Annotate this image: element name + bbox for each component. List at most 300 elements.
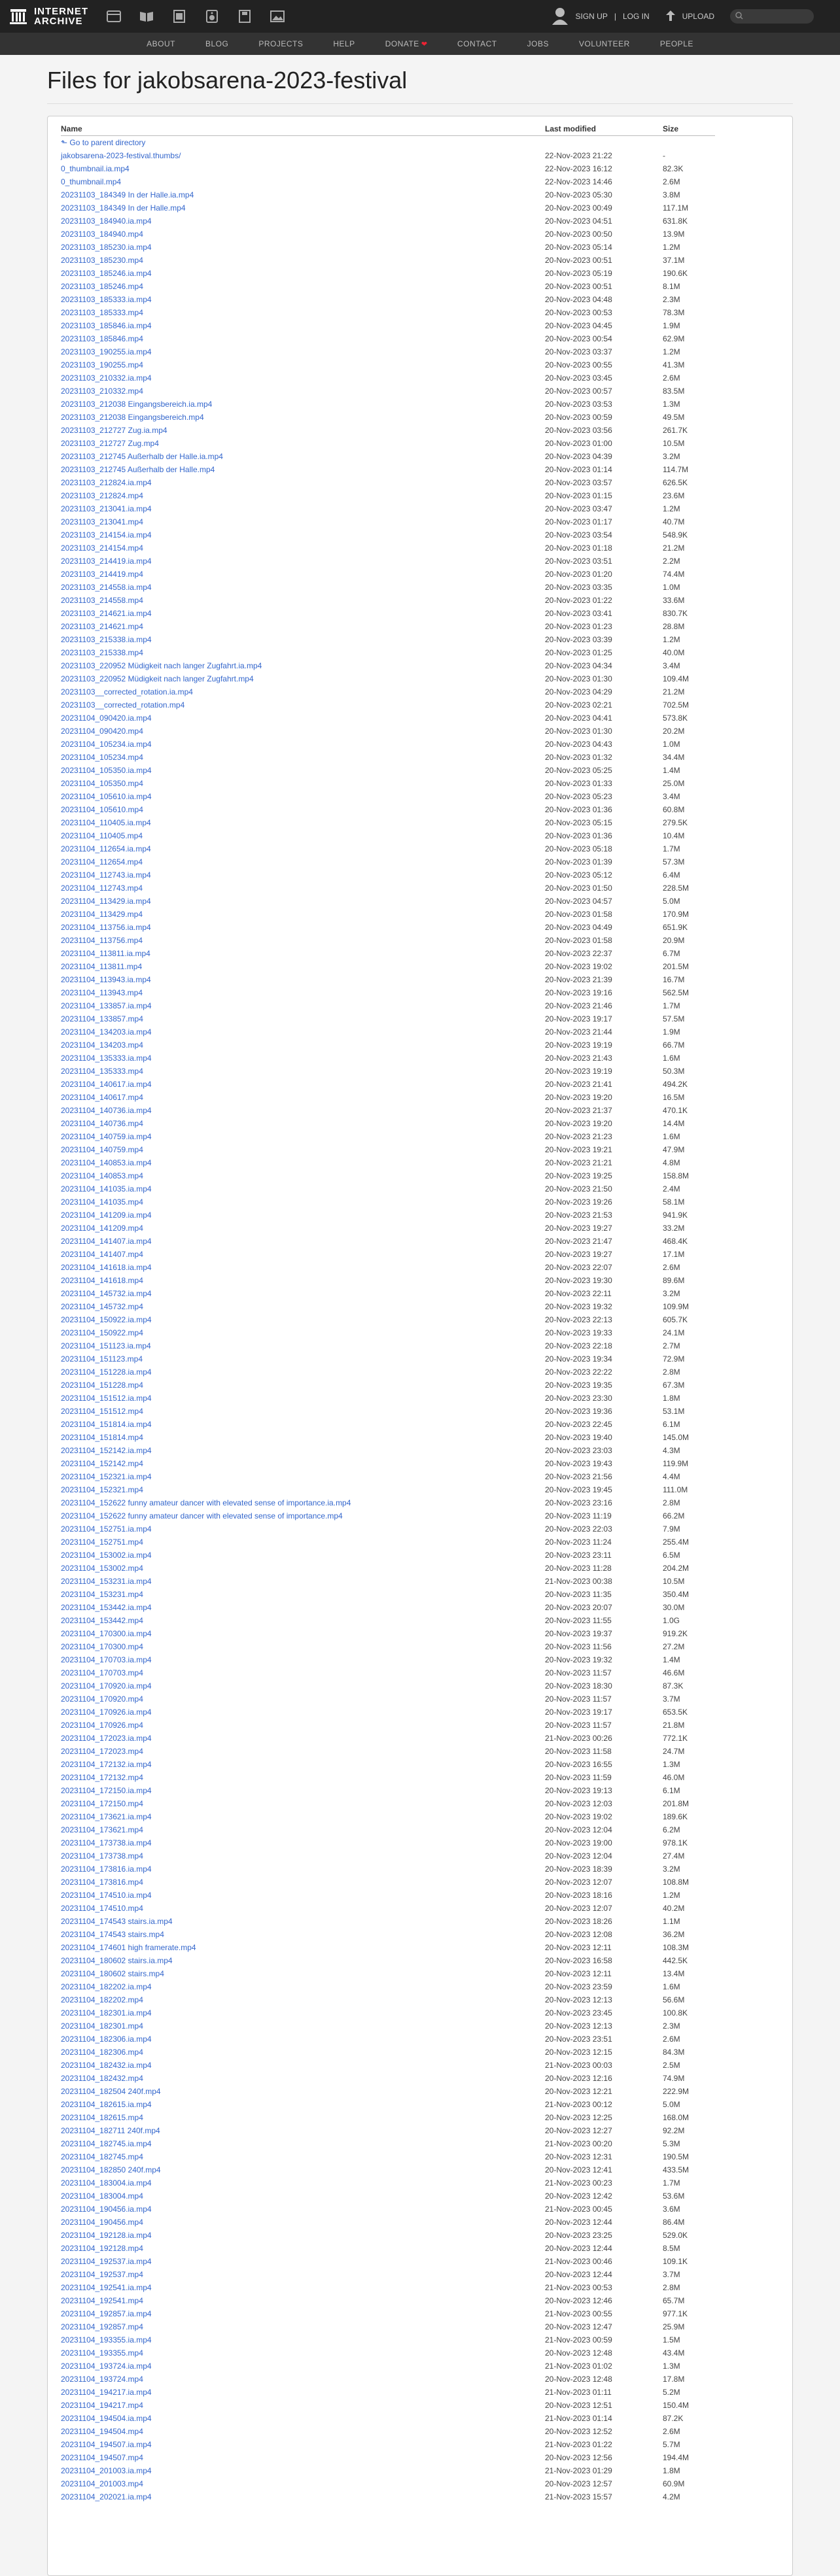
- last-modified-cell: 20-Nov-2023 03:53: [545, 400, 612, 409]
- file-link[interactable]: 20231104_170920.mp4: [61, 1694, 143, 1704]
- file-size-cell: 30.0M: [663, 1603, 685, 1612]
- file-link[interactable]: 20231104_153442.mp4: [61, 1616, 143, 1625]
- file-name-cell: [61, 1405, 545, 1418]
- table-row: [61, 2163, 715, 2176]
- last-modified-cell: 20-Nov-2023 00:51: [545, 282, 612, 291]
- file-link[interactable]: 20231104_173621.ia.mp4: [61, 1812, 152, 1821]
- table-row: [61, 267, 715, 280]
- file-link[interactable]: 20231104_194504.mp4: [61, 2427, 143, 2436]
- file-link[interactable]: 20231104_183004.ia.mp4: [61, 2178, 152, 2188]
- file-link[interactable]: 20231104_140617.ia.mp4: [61, 1080, 152, 1089]
- file-link[interactable]: 20231104_172150.ia.mp4: [61, 1786, 152, 1795]
- file-link[interactable]: jakobsarena-2023-festival.thumbs/: [61, 151, 181, 160]
- file-name-cell: [61, 2268, 545, 2281]
- file-name-cell: [61, 1431, 545, 1444]
- file-link[interactable]: 20231104_170703.mp4: [61, 1668, 143, 1677]
- file-link[interactable]: 20231104_105234.ia.mp4: [61, 740, 152, 749]
- file-link[interactable]: 20231103_190255.mp4: [61, 360, 143, 369]
- file-link[interactable]: 20231103_185230.mp4: [61, 256, 143, 265]
- file-link[interactable]: 20231104_173816.mp4: [61, 1878, 143, 1887]
- file-link[interactable]: 20231103_214558.ia.mp4: [61, 583, 152, 592]
- file-link[interactable]: 20231104_194507.ia.mp4: [61, 2440, 152, 2449]
- file-link[interactable]: 20231104_192541.mp4: [61, 2296, 143, 2305]
- file-size-cell: 16.7M: [663, 975, 685, 984]
- search-input[interactable]: [730, 9, 814, 24]
- file-link[interactable]: 20231103_185333.mp4: [61, 308, 143, 317]
- file-link[interactable]: 20231104_112743.ia.mp4: [61, 870, 151, 880]
- ia-logo[interactable]: [7, 5, 88, 28]
- file-name-cell: [61, 1261, 545, 1274]
- file-link[interactable]: 20231104_141035.ia.mp4: [61, 1184, 152, 1194]
- file-link[interactable]: 20231104_135333.ia.mp4: [61, 1054, 152, 1063]
- file-link[interactable]: 20231103__corrected_rotation.ia.mp4: [61, 687, 193, 696]
- file-link[interactable]: 20231104_152321.mp4: [61, 1485, 143, 1494]
- file-link[interactable]: 20231104_182432.mp4: [61, 2074, 143, 2083]
- file-link[interactable]: 20231104_151123.mp4: [61, 1354, 143, 1364]
- file-link[interactable]: 20231104_170703.ia.mp4: [61, 1655, 152, 1664]
- file-link[interactable]: 20231104_152751.mp4: [61, 1537, 143, 1547]
- file-size-cell: 25.0M: [663, 779, 685, 788]
- file-link[interactable]: 20231104_145732.mp4: [61, 1302, 143, 1311]
- file-link[interactable]: 20231104_174510.mp4: [61, 1904, 143, 1913]
- table-row: [61, 2137, 715, 2150]
- file-name-cell: [61, 541, 545, 555]
- last-modified-cell: 20-Nov-2023 21:37: [545, 1106, 612, 1115]
- table-row: [61, 1287, 715, 1300]
- file-link[interactable]: 20231104_153002.mp4: [61, 1564, 143, 1573]
- file-link[interactable]: 20231104_113811.ia.mp4: [61, 949, 150, 958]
- file-link[interactable]: 20231104_113756.mp4: [61, 936, 143, 945]
- file-link[interactable]: 20231104_174543 stairs.ia.mp4: [61, 1917, 173, 1926]
- file-link[interactable]: 20231104_105350.ia.mp4: [61, 766, 152, 775]
- file-link[interactable]: 20231103_214419.mp4: [61, 570, 143, 579]
- last-modified-cell: 20-Nov-2023 22:03: [545, 1524, 612, 1534]
- file-link[interactable]: 20231104_182615.mp4: [61, 2113, 143, 2122]
- file-size-cell: 74.4M: [663, 570, 685, 579]
- last-modified-cell: 20-Nov-2023 21:23: [545, 1132, 612, 1141]
- file-link[interactable]: 20231104_202021.ia.mp4: [61, 2492, 152, 2501]
- file-link[interactable]: 20231103_212745 Außerhalb der Halle.ia.mp4: [61, 452, 223, 461]
- file-name-cell: [61, 1104, 545, 1117]
- file-link[interactable]: 20231104_201003.ia.mp4: [61, 2466, 152, 2475]
- last-modified-cell: 20-Nov-2023 04:34: [545, 661, 612, 670]
- file-link[interactable]: 20231104_153231.ia.mp4: [61, 1577, 152, 1586]
- table-row: [61, 385, 715, 398]
- file-link[interactable]: 20231103__corrected_rotation.mp4: [61, 700, 185, 710]
- file-link[interactable]: 20231104_172023.ia.mp4: [61, 1734, 152, 1743]
- file-link[interactable]: 20231104_152622 funny amateur dancer with elevated sense of importance.mp4: [61, 1511, 343, 1520]
- file-size-cell: 1.2M: [663, 1891, 680, 1900]
- file-link[interactable]: 20231104_152142.ia.mp4: [61, 1446, 152, 1455]
- file-link[interactable]: 20231104_152751.ia.mp4: [61, 1524, 152, 1534]
- file-name-cell: [61, 2425, 545, 2438]
- file-link[interactable]: 20231103_213041.ia.mp4: [61, 504, 152, 513]
- file-link[interactable]: 20231103_212038 Eingangsbereich.mp4: [61, 413, 204, 422]
- file-link[interactable]: 20231104_145732.ia.mp4: [61, 1289, 152, 1298]
- file-link[interactable]: 20231104_182202.mp4: [61, 1995, 143, 2004]
- file-link[interactable]: 20231104_152321.ia.mp4: [61, 1472, 152, 1481]
- parent-directory-link[interactable]: Go to parent directory: [69, 138, 146, 147]
- file-name-cell: [61, 1706, 545, 1719]
- file-link[interactable]: 20231104_152622 funny amateur dancer with elevated sense of importance.ia.mp4: [61, 1498, 351, 1507]
- last-modified-cell: 20-Nov-2023 11:19: [545, 1511, 612, 1520]
- last-modified-cell: 20-Nov-2023 12:15: [545, 2048, 612, 2057]
- file-link[interactable]: 20231104_193724.ia.mp4: [61, 2361, 152, 2371]
- file-link[interactable]: 20231104_170300.mp4: [61, 1642, 143, 1651]
- file-link[interactable]: 20231104_182850 240f.mp4: [61, 2165, 161, 2174]
- file-link[interactable]: 20231103_184940.mp4: [61, 230, 143, 239]
- file-link[interactable]: 20231104_112654.ia.mp4: [61, 844, 151, 853]
- file-link[interactable]: 20231104_134203.mp4: [61, 1040, 143, 1050]
- file-link[interactable]: 20231103_185333.ia.mp4: [61, 295, 152, 304]
- upload-icon[interactable]: [665, 10, 676, 24]
- file-link[interactable]: 20231104_193355.ia.mp4: [61, 2335, 152, 2344]
- nav-blog[interactable]: BLOG: [205, 39, 229, 48]
- table-row: [61, 463, 715, 476]
- file-name-cell: [61, 1339, 545, 1352]
- file-link[interactable]: 20231104_105350.mp4: [61, 779, 143, 788]
- table-row: [61, 398, 715, 411]
- last-modified-cell: 20-Nov-2023 03:45: [545, 373, 612, 383]
- file-link[interactable]: 20231104_170926.ia.mp4: [61, 1708, 152, 1717]
- file-size-cell: 3.4M: [663, 661, 680, 670]
- texts-icon[interactable]: [138, 8, 155, 25]
- file-link[interactable]: 20231104_192537.mp4: [61, 2270, 143, 2279]
- file-link[interactable]: 20231104_180602 stairs.ia.mp4: [61, 1956, 173, 1965]
- file-name-cell: [61, 358, 545, 371]
- file-link[interactable]: 20231103_212824.ia.mp4: [61, 478, 152, 487]
- file-link[interactable]: 20231104_141209.ia.mp4: [61, 1211, 152, 1220]
- file-link[interactable]: 20231104_170926.mp4: [61, 1721, 143, 1730]
- file-link[interactable]: 20231104_190456.ia.mp4: [61, 2205, 152, 2214]
- file-link[interactable]: 20231104_173816.ia.mp4: [61, 1864, 152, 1874]
- file-link[interactable]: 20231104_140617.mp4: [61, 1093, 143, 1102]
- file-link[interactable]: 20231104_113756.ia.mp4: [61, 923, 151, 932]
- file-link[interactable]: 20231104_135333.mp4: [61, 1067, 143, 1076]
- file-link[interactable]: 20231103_210332.ia.mp4: [61, 373, 152, 383]
- file-link[interactable]: 20231104_193724.mp4: [61, 2375, 143, 2384]
- file-link[interactable]: 20231104_182306.ia.mp4: [61, 2035, 152, 2044]
- file-link[interactable]: 20231103_212727 Zug.ia.mp4: [61, 426, 167, 435]
- table-row: [61, 1104, 715, 1117]
- file-link[interactable]: 20231104_192857.ia.mp4: [61, 2309, 152, 2318]
- table-row: [61, 1980, 715, 1993]
- file-name-cell: [61, 1313, 545, 1326]
- file-link[interactable]: 20231104_193355.mp4: [61, 2348, 143, 2358]
- signup-link[interactable]: SIGN UP: [575, 12, 608, 21]
- file-link[interactable]: 20231103_214419.ia.mp4: [61, 557, 152, 566]
- file-link[interactable]: 0_thumbnail.mp4: [61, 177, 122, 186]
- file-link[interactable]: 20231104_141618.mp4: [61, 1276, 143, 1285]
- file-link[interactable]: 0_thumbnail.ia.mp4: [61, 164, 130, 173]
- file-size-cell: 279.5K: [663, 818, 688, 827]
- file-link[interactable]: 20231104_153442.ia.mp4: [61, 1603, 152, 1612]
- column-header-name[interactable]: Name: [61, 123, 545, 136]
- nav-contact[interactable]: CONTACT: [457, 39, 497, 48]
- login-link[interactable]: LOG IN: [622, 12, 650, 21]
- file-link[interactable]: 20231104_105610.mp4: [61, 805, 143, 814]
- table-row: [61, 1052, 715, 1065]
- file-link[interactable]: 20231104_140759.ia.mp4: [61, 1132, 152, 1141]
- file-size-cell: 37.1M: [663, 256, 685, 265]
- web-icon[interactable]: [105, 8, 122, 25]
- file-link[interactable]: 20231104_141407.mp4: [61, 1250, 143, 1259]
- file-link[interactable]: 20231104_173738.ia.mp4: [61, 1838, 152, 1847]
- file-link[interactable]: 20231103_184940.ia.mp4: [61, 216, 152, 226]
- file-link[interactable]: 20231104_141209.mp4: [61, 1224, 143, 1233]
- file-link[interactable]: 20231104_192128.ia.mp4: [61, 2231, 152, 2240]
- file-link[interactable]: 20231104_190456.mp4: [61, 2218, 143, 2227]
- file-link[interactable]: 20231104_113429.mp4: [61, 910, 143, 919]
- last-modified-cell: 20-Nov-2023 19:43: [545, 1459, 612, 1468]
- last-modified-cell: 20-Nov-2023 12:46: [545, 2296, 612, 2305]
- table-row: [61, 895, 715, 908]
- table-row: [61, 2425, 715, 2438]
- file-size-cell: 10.5M: [663, 1577, 685, 1586]
- file-link[interactable]: 20231103_213041.mp4: [61, 517, 143, 526]
- column-header-modified[interactable]: Last modified: [545, 123, 663, 136]
- file-link[interactable]: 20231104_152142.mp4: [61, 1459, 143, 1468]
- file-link[interactable]: 20231104_150922.ia.mp4: [61, 1315, 152, 1324]
- nav-donate[interactable]: DONATE: [385, 39, 419, 48]
- file-link[interactable]: 20231103_210332.mp4: [61, 386, 143, 396]
- file-link[interactable]: 20231103_212038 Eingangsbereich.ia.mp4: [61, 400, 213, 409]
- file-link[interactable]: 20231104_113943.ia.mp4: [61, 975, 151, 984]
- file-link[interactable]: 20231103_214621.mp4: [61, 622, 143, 631]
- file-size-cell: 8.1M: [663, 282, 680, 291]
- file-link[interactable]: 20231104_151123.ia.mp4: [61, 1341, 151, 1350]
- file-size-cell: 3.8M: [663, 190, 680, 199]
- file-name-cell: [61, 1483, 545, 1496]
- last-modified-cell: 20-Nov-2023 19:26: [545, 1197, 612, 1207]
- file-link[interactable]: 20231104_113429.ia.mp4: [61, 897, 151, 906]
- file-link[interactable]: 20231104_174543 stairs.mp4: [61, 1930, 164, 1939]
- user-icon[interactable]: [551, 7, 569, 27]
- nav-jobs[interactable]: JOBS: [527, 39, 549, 48]
- file-size-cell: 23.6M: [663, 491, 685, 500]
- audio-icon[interactable]: [203, 8, 220, 25]
- file-link[interactable]: 20231104_151228.mp4: [61, 1381, 143, 1390]
- file-link[interactable]: 20231104_140853.mp4: [61, 1171, 143, 1180]
- file-link[interactable]: 20231103_184349 In der Halle.ia.mp4: [61, 190, 194, 199]
- file-link[interactable]: 20231104_174510.ia.mp4: [61, 1891, 152, 1900]
- nav-about[interactable]: ABOUT: [147, 39, 175, 48]
- file-link[interactable]: 20231104_140853.ia.mp4: [61, 1158, 152, 1167]
- file-link[interactable]: 20231103_212824.mp4: [61, 491, 143, 500]
- file-link[interactable]: 20231104_134203.ia.mp4: [61, 1027, 152, 1037]
- nav-help[interactable]: HELP: [333, 39, 355, 48]
- file-name-cell: [61, 1562, 545, 1575]
- file-link[interactable]: 20231104_112743.mp4: [61, 884, 143, 893]
- file-link[interactable]: 20231104_182202.ia.mp4: [61, 1982, 152, 1991]
- file-link[interactable]: 20231103_220952 Müdigkeit nach langer Zugfahrt.ia.mp4: [61, 661, 262, 670]
- file-link[interactable]: 20231104_194217.ia.mp4: [61, 2388, 152, 2397]
- video-icon[interactable]: [171, 8, 188, 25]
- nav-projects[interactable]: PROJECTS: [258, 39, 304, 48]
- file-name-cell: [61, 2490, 545, 2503]
- file-link[interactable]: 20231104_105234.mp4: [61, 753, 143, 762]
- file-link[interactable]: 20231104_170920.ia.mp4: [61, 1681, 152, 1691]
- file-link[interactable]: 20231104_090420.mp4: [61, 727, 143, 736]
- file-link[interactable]: 20231104_192537.ia.mp4: [61, 2257, 152, 2266]
- file-link[interactable]: 20231104_105610.ia.mp4: [61, 792, 152, 801]
- file-link[interactable]: 20231104_180602 stairs.mp4: [61, 1969, 164, 1978]
- file-link[interactable]: 20231104_113943.mp4: [61, 988, 143, 997]
- file-link[interactable]: 20231104_151814.ia.mp4: [61, 1420, 152, 1429]
- file-link[interactable]: 20231104_173738.mp4: [61, 1851, 143, 1861]
- file-link[interactable]: 20231103_185846.mp4: [61, 334, 143, 343]
- last-modified-cell: 20-Nov-2023 12:25: [545, 2113, 612, 2122]
- file-size-cell: 651.9K: [663, 923, 688, 932]
- file-link[interactable]: 20231104_174601 high framerate.mp4: [61, 1943, 196, 1952]
- file-link[interactable]: 20231104_153231.mp4: [61, 1590, 143, 1599]
- table-row: [61, 1444, 715, 1457]
- last-modified-cell: [545, 136, 663, 150]
- file-link[interactable]: 20231104_153002.ia.mp4: [61, 1551, 152, 1560]
- file-link[interactable]: 20231104_110405.ia.mp4: [61, 818, 151, 827]
- file-link[interactable]: 20231103_215338.mp4: [61, 648, 143, 657]
- file-link[interactable]: 20231104_170300.ia.mp4: [61, 1629, 152, 1638]
- file-link[interactable]: 20231104_192541.ia.mp4: [61, 2283, 152, 2292]
- file-link[interactable]: 20231103_190255.ia.mp4: [61, 347, 152, 356]
- nav-volunteer[interactable]: VOLUNTEER: [578, 39, 630, 48]
- file-link[interactable]: 20231104_151512.ia.mp4: [61, 1394, 152, 1403]
- last-modified-cell: 20-Nov-2023 00:49: [545, 203, 612, 213]
- file-link[interactable]: 20231104_194504.ia.mp4: [61, 2414, 152, 2423]
- last-modified-cell: 20-Nov-2023 01:15: [545, 491, 612, 500]
- file-link[interactable]: 20231104_172132.ia.mp4: [61, 1760, 152, 1769]
- file-link[interactable]: 20231104_133857.mp4: [61, 1014, 143, 1023]
- last-modified-cell: 20-Nov-2023 05:23: [545, 792, 612, 801]
- file-link[interactable]: 20231103_185246.ia.mp4: [61, 269, 152, 278]
- file-size-cell: 201.8M: [663, 1799, 690, 1808]
- last-modified-cell: 20-Nov-2023 01:23: [545, 622, 612, 631]
- file-size-cell: 56.6M: [663, 1995, 685, 2004]
- table-row: [61, 136, 715, 150]
- file-link[interactable]: 20231103_185846.ia.mp4: [61, 321, 152, 330]
- last-modified-cell: 20-Nov-2023 01:18: [545, 543, 612, 553]
- file-link[interactable]: 20231104_151814.mp4: [61, 1433, 143, 1442]
- file-link[interactable]: 20231104_110405.mp4: [61, 831, 143, 840]
- last-modified-cell: 20-Nov-2023 00:53: [545, 308, 612, 317]
- software-icon[interactable]: [236, 8, 253, 25]
- file-name-cell: [61, 882, 545, 895]
- file-name-cell: [61, 1902, 545, 1915]
- file-name-cell: [61, 868, 545, 882]
- file-name-cell: [61, 568, 545, 581]
- file-size-cell: 49.5M: [663, 413, 685, 422]
- table-row: [61, 842, 715, 855]
- file-link[interactable]: 20231104_183004.mp4: [61, 2191, 143, 2201]
- file-link[interactable]: 20231103_214154.mp4: [61, 543, 143, 553]
- file-link[interactable]: 20231104_182711 240f.mp4: [61, 2126, 160, 2135]
- file-size-cell: 1.6M: [663, 1054, 680, 1063]
- file-link[interactable]: 20231103_220952 Müdigkeit nach langer Zugfahrt.mp4: [61, 674, 254, 683]
- file-link[interactable]: 20231104_141618.ia.mp4: [61, 1263, 152, 1272]
- file-link[interactable]: 20231104_140736.ia.mp4: [61, 1106, 152, 1115]
- upload-link[interactable]: UPLOAD: [682, 12, 714, 21]
- last-modified-cell: 20-Nov-2023 01:36: [545, 831, 612, 840]
- file-name-cell: [61, 790, 545, 803]
- images-icon[interactable]: [269, 8, 286, 25]
- last-modified-cell: 20-Nov-2023 01:22: [545, 596, 612, 605]
- file-link[interactable]: 20231104_151512.mp4: [61, 1407, 143, 1416]
- file-link[interactable]: 20231103_185246.mp4: [61, 282, 143, 291]
- file-link[interactable]: 20231104_194507.mp4: [61, 2453, 143, 2462]
- file-size-cell: 222.9M: [663, 2087, 690, 2096]
- file-link[interactable]: 20231104_172150.mp4: [61, 1799, 143, 1808]
- file-link[interactable]: 20231103_214154.ia.mp4: [61, 530, 152, 540]
- file-link[interactable]: 20231104_141035.mp4: [61, 1197, 143, 1207]
- file-name-cell: [61, 607, 545, 620]
- file-link[interactable]: 20231104_141407.ia.mp4: [61, 1237, 152, 1246]
- file-link[interactable]: 20231104_194217.mp4: [61, 2401, 143, 2410]
- file-name-cell: [61, 921, 545, 934]
- file-link[interactable]: 20231104_090420.ia.mp4: [61, 713, 152, 723]
- file-link[interactable]: 20231104_151228.ia.mp4: [61, 1367, 152, 1377]
- table-row: [61, 1614, 715, 1627]
- file-link[interactable]: 20231104_113811.mp4: [61, 962, 143, 971]
- file-link[interactable]: 20231104_182504 240f.mp4: [61, 2087, 161, 2096]
- table-row: [61, 2464, 715, 2477]
- file-size-cell: 24.7M: [663, 1747, 685, 1756]
- file-link[interactable]: 20231104_150922.mp4: [61, 1328, 143, 1337]
- column-header-size[interactable]: Size: [663, 123, 715, 136]
- file-link[interactable]: 20231104_192128.mp4: [61, 2244, 143, 2253]
- file-link[interactable]: 20231103_185230.ia.mp4: [61, 243, 152, 252]
- file-link[interactable]: 20231104_133857.ia.mp4: [61, 1001, 152, 1010]
- file-link[interactable]: 20231104_182745.ia.mp4: [61, 2139, 152, 2148]
- file-link[interactable]: 20231104_112654.mp4: [61, 857, 143, 867]
- table-row: [61, 201, 715, 215]
- file-link[interactable]: 20231104_182301.mp4: [61, 2021, 143, 2031]
- file-link[interactable]: 20231104_182306.mp4: [61, 2048, 143, 2057]
- file-link[interactable]: 20231103_212745 Außerhalb der Halle.mp4: [61, 465, 215, 474]
- file-link[interactable]: 20231104_140759.mp4: [61, 1145, 143, 1154]
- file-name-cell: [61, 803, 545, 816]
- file-link[interactable]: 20231104_192857.mp4: [61, 2322, 143, 2331]
- last-modified-cell: 20-Nov-2023 04:29: [545, 687, 612, 696]
- file-link[interactable]: 20231104_201003.mp4: [61, 2479, 143, 2488]
- file-link[interactable]: 20231103_212727 Zug.mp4: [61, 439, 159, 448]
- file-link[interactable]: 20231104_182745.mp4: [61, 2152, 143, 2161]
- table-row: [61, 2098, 715, 2111]
- last-modified-cell: 20-Nov-2023 01:58: [545, 936, 612, 945]
- file-link[interactable]: 20231103_214558.mp4: [61, 596, 143, 605]
- file-link[interactable]: 20231103_215338.ia.mp4: [61, 635, 152, 644]
- file-name-cell: [61, 1182, 545, 1195]
- file-link[interactable]: 20231104_182301.ia.mp4: [61, 2008, 152, 2018]
- file-link[interactable]: 20231103_214621.ia.mp4: [61, 609, 152, 618]
- file-name-cell: [61, 1588, 545, 1601]
- file-link[interactable]: 20231104_173621.mp4: [61, 1825, 143, 1834]
- file-size-cell: 529.0K: [663, 2231, 688, 2240]
- nav-people[interactable]: PEOPLE: [659, 39, 693, 48]
- file-link[interactable]: 20231104_182432.ia.mp4: [61, 2061, 152, 2070]
- file-link[interactable]: 20231104_172023.mp4: [61, 1747, 143, 1756]
- last-modified-cell: 20-Nov-2023 12:48: [545, 2375, 612, 2384]
- last-modified-cell: 20-Nov-2023 21:43: [545, 1054, 612, 1063]
- last-modified-cell: 20-Nov-2023 01:36: [545, 805, 612, 814]
- table-row: [61, 725, 715, 738]
- file-link[interactable]: 20231104_140736.mp4: [61, 1119, 143, 1128]
- file-size-cell: 1.3M: [663, 1760, 680, 1769]
- file-link[interactable]: 20231103_184349 In der Halle.mp4: [61, 203, 186, 213]
- file-link[interactable]: 20231104_182615.ia.mp4: [61, 2100, 152, 2109]
- file-size-cell: 1.4M: [663, 766, 680, 775]
- last-modified-cell: 20-Nov-2023 03:35: [545, 583, 612, 592]
- file-link[interactable]: 20231104_172132.mp4: [61, 1773, 143, 1782]
